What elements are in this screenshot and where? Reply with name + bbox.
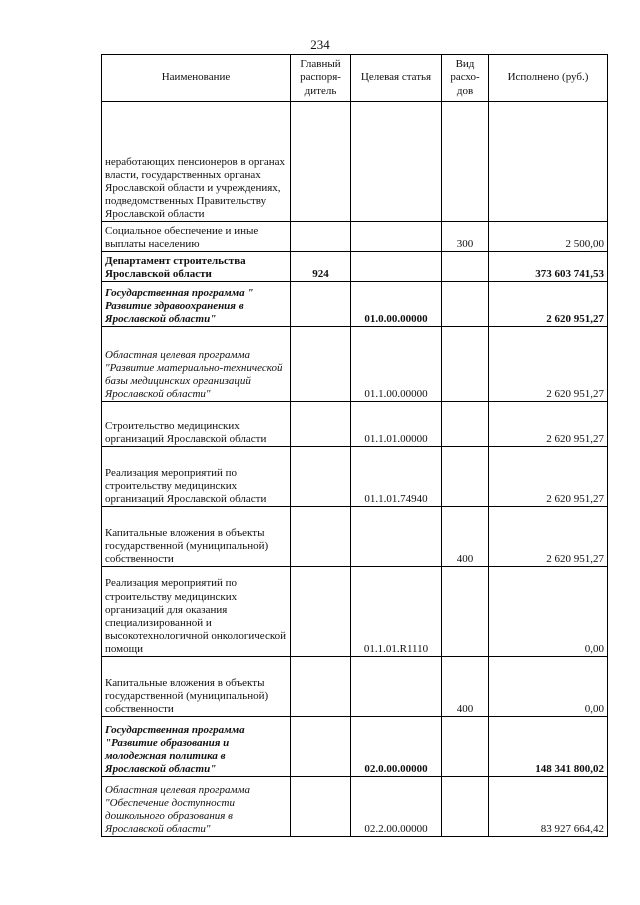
cell-vid [442, 102, 489, 222]
header-code: Целевая статья [351, 55, 442, 102]
cell-amount: 2 620 951,27 [489, 282, 608, 327]
cell-amount: 0,00 [489, 657, 608, 717]
cell-vid [442, 717, 489, 777]
cell-amount: 0,00 [489, 567, 608, 657]
table-header-row [102, 55, 608, 102]
cell-vid [442, 402, 489, 447]
cell-vid [442, 327, 489, 402]
cell-grbs [291, 717, 351, 777]
table-row [102, 282, 608, 327]
cell-amount: 2 620 951,27 [489, 327, 608, 402]
cell-vid: 400 [442, 507, 489, 567]
table-row [102, 567, 608, 657]
cell-grbs [291, 447, 351, 507]
cell-code: 02.2.00.00000 [351, 777, 442, 837]
cell-code: 01.1.01.00000 [351, 402, 442, 447]
cell-code [351, 657, 442, 717]
table-row [102, 102, 608, 222]
cell-vid: 300 [442, 222, 489, 252]
table-row [102, 447, 608, 507]
cell-name: Капитальные вложения в объекты государственной (муниципальной) собственности [102, 507, 291, 567]
cell-vid [442, 447, 489, 507]
cell-amount: 2 500,00 [489, 222, 608, 252]
cell-amount [489, 102, 608, 222]
cell-amount: 373 603 741,53 [489, 252, 608, 282]
table-row [102, 327, 608, 402]
cell-vid [442, 777, 489, 837]
cell-name: Департамент строительства Ярославской области [102, 252, 291, 282]
cell-grbs [291, 222, 351, 252]
cell-grbs [291, 102, 351, 222]
cell-name: Реализация мероприятий по строительству медицинских организаций для оказания специализированной и высокотехнологичной онкологической помощи [102, 567, 291, 657]
cell-code: 01.1.01.74940 [351, 447, 442, 507]
cell-grbs [291, 402, 351, 447]
table-body [102, 102, 608, 837]
cell-name: Капитальные вложения в объекты государственной (муниципальной) собственности [102, 657, 291, 717]
budget-table [101, 54, 608, 837]
cell-amount: 2 620 951,27 [489, 402, 608, 447]
cell-vid [442, 567, 489, 657]
table-row [102, 402, 608, 447]
header-amount: Исполнено (руб.) [489, 55, 608, 102]
cell-name: Государственная программа "Развитие образования и молодежная политика в Ярославской области" [102, 717, 291, 777]
cell-amount: 148 341 800,02 [489, 717, 608, 777]
cell-name: Областная целевая программа "Развитие материально-технической базы медицинских организаций Ярославской области" [102, 327, 291, 402]
cell-name: Государственная программа " Развитие здравоохранения в Ярославской области" [102, 282, 291, 327]
table-row [102, 507, 608, 567]
cell-vid [442, 282, 489, 327]
cell-grbs [291, 327, 351, 402]
header-vid: Вид расхо-дов [442, 55, 489, 102]
cell-amount: 2 620 951,27 [489, 507, 608, 567]
cell-name: Социальное обеспечение и иные выплаты населению [102, 222, 291, 252]
table-row [102, 252, 608, 282]
table-row [102, 777, 608, 837]
cell-vid [442, 252, 489, 282]
cell-grbs [291, 507, 351, 567]
cell-grbs [291, 282, 351, 327]
cell-name: Строительство медицинских организаций Ярославской области [102, 402, 291, 447]
cell-code: 01.1.01.R1110 [351, 567, 442, 657]
cell-name: Областная целевая программа "Обеспечение доступности дошкольного образования в Ярославской области" [102, 777, 291, 837]
cell-code [351, 102, 442, 222]
cell-grbs: 924 [291, 252, 351, 282]
header-name: Наименование [102, 55, 291, 102]
cell-grbs [291, 657, 351, 717]
cell-code: 02.0.00.00000 [351, 717, 442, 777]
cell-vid: 400 [442, 657, 489, 717]
cell-code [351, 222, 442, 252]
cell-code: 01.1.00.00000 [351, 327, 442, 402]
cell-code [351, 252, 442, 282]
page-number: 234 [310, 37, 330, 52]
table-row [102, 717, 608, 777]
cell-name: неработающих пенсионеров в органах власти, государственных органах Ярославской области и учреждениях, подведомственных Правительству Ярославской области [102, 102, 291, 222]
table-row [102, 222, 608, 252]
cell-amount: 83 927 664,42 [489, 777, 608, 837]
header-grbs: Главный распоря-дитель [291, 55, 351, 102]
table-row [102, 657, 608, 717]
cell-code [351, 507, 442, 567]
cell-grbs [291, 567, 351, 657]
cell-grbs [291, 777, 351, 837]
cell-amount: 2 620 951,27 [489, 447, 608, 507]
cell-name: Реализация мероприятий по строительству медицинских организаций Ярославской области [102, 447, 291, 507]
cell-code: 01.0.00.00000 [351, 282, 442, 327]
